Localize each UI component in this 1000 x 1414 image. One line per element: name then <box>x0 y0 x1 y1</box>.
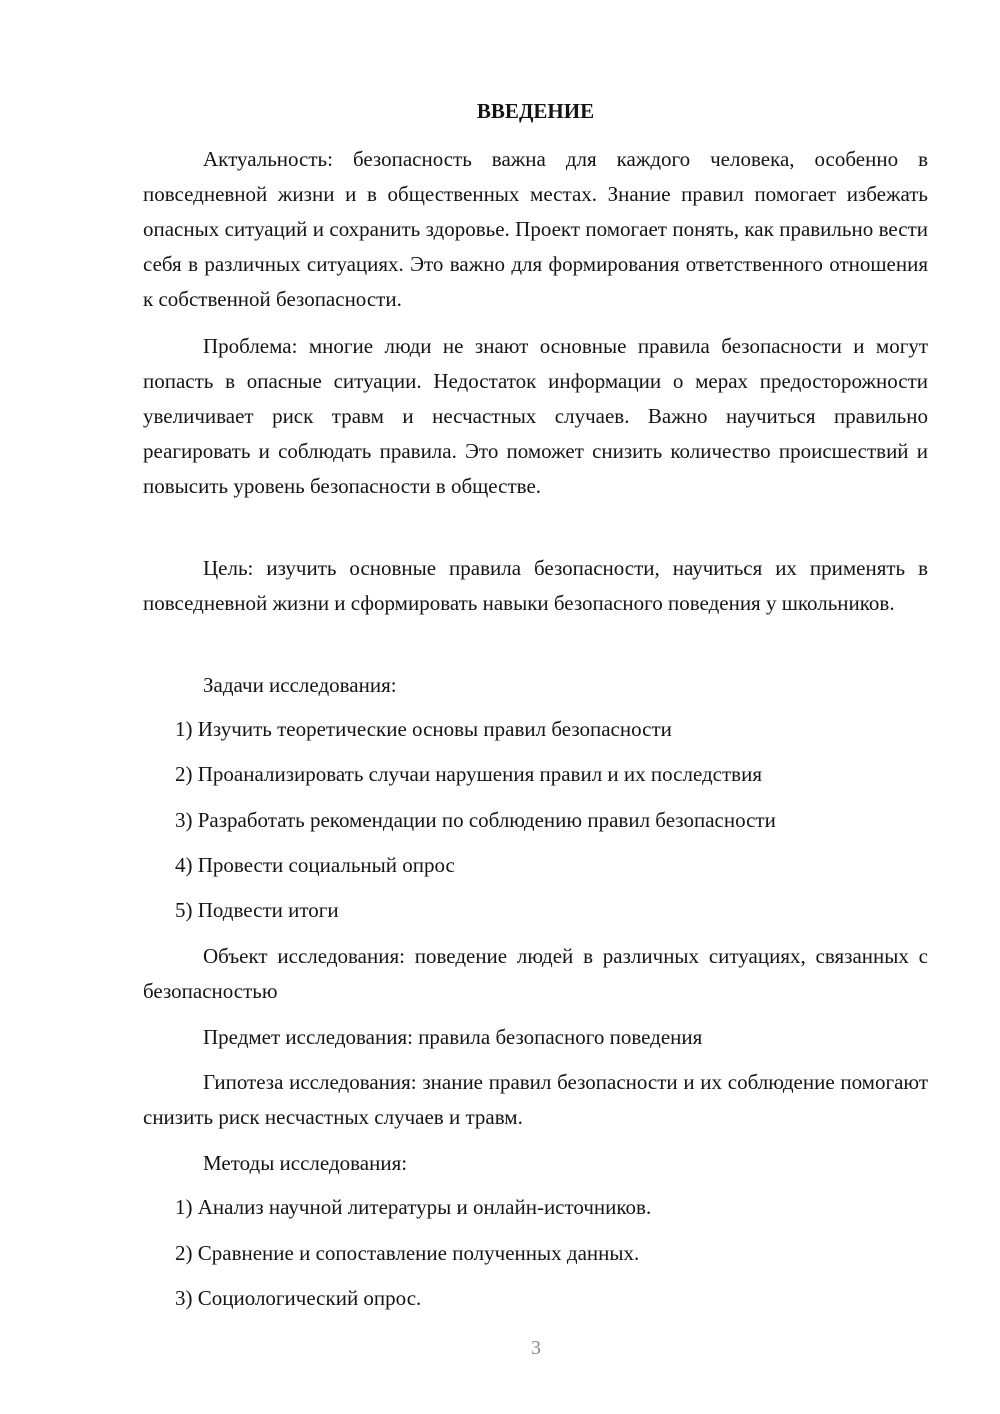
task-item: 5) Подвести итоги <box>175 898 339 922</box>
hypothesis-paragraph: Гипотеза исследования: знание правил безопасности и их соблюдение помогают снизить риск несчастных случаев и травм. <box>143 1070 928 1129</box>
task-item: 4) Провести социальный опрос <box>175 853 455 877</box>
relevance-paragraph: Актуальность: безопасность важна для каждого человека, особенно в повседневной жизни и в общественных местах. Знание правил помогает избежать опасных ситуаций и сохранить здоровье. Проект помогает понять, как правильно вести себя в различных ситуациях. Это важно для формирования ответственного отношения к собственной безопасности. <box>143 147 928 311</box>
problem-paragraph: Проблема: многие люди не знают основные правила безопасности и могут попасть в опасные ситуации. Недостаток информации о мерах предосторожности увеличивает риск травм и несчастных случаев. Важно научиться правильно реагировать и соблюдать правила. Это поможет снизить количество происшествий и повысить уровень безопасности в обществе. <box>143 334 928 498</box>
page-number: 3 <box>531 1337 541 1359</box>
tasks-heading: Задачи исследования: <box>203 673 397 697</box>
task-item: 1) Изучить теоретические основы правил безопасности <box>175 717 672 741</box>
methods-heading: Методы исследования: <box>203 1151 408 1175</box>
subject-paragraph: Предмет исследования: правила безопасного поведения <box>203 1025 703 1049</box>
method-item: 1) Анализ научной литературы и онлайн-источников. <box>175 1195 652 1219</box>
method-item: 3) Социологический опрос. <box>175 1286 422 1310</box>
object-paragraph: Объект исследования: поведение людей в различных ситуациях, связанных с безопасностью <box>143 944 928 1003</box>
goal-paragraph: Цель: изучить основные правила безопасности, научиться их применять в повседневной жизни и сформировать навыки безопасного поведения у школьников. <box>143 556 928 615</box>
task-item: 2) Проанализировать случаи нарушения правил и их последствия <box>175 762 762 786</box>
method-item: 2) Сравнение и сопоставление полученных данных. <box>175 1241 640 1265</box>
task-item: 3) Разработать рекомендации по соблюдению правил безопасности <box>175 808 776 832</box>
page-title: ВВЕДЕНИЕ <box>476 99 595 123</box>
